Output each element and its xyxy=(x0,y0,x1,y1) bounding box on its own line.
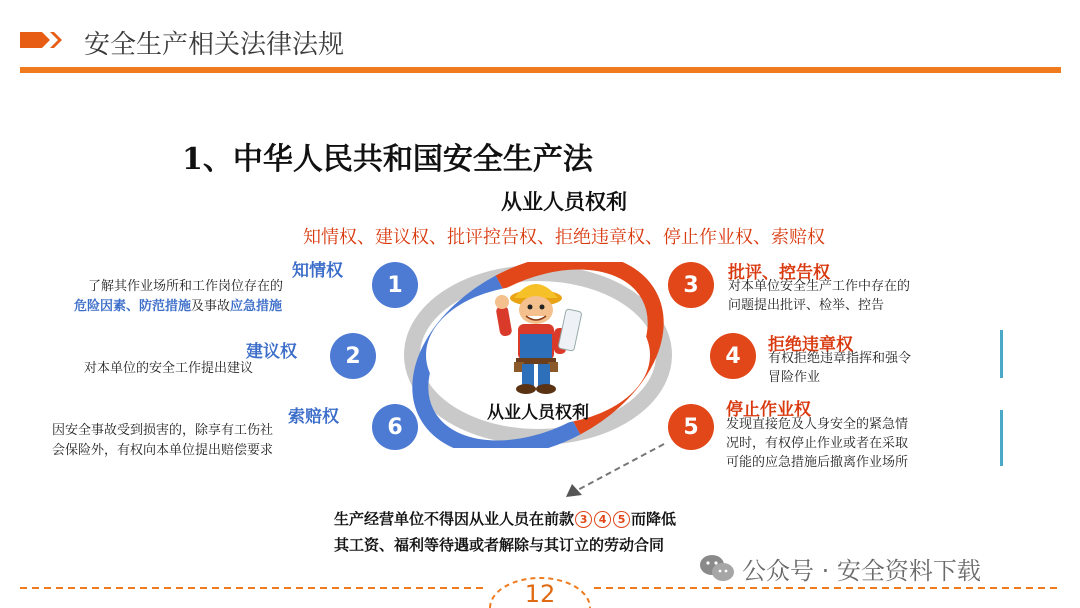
item-2-number: 2 xyxy=(330,333,376,379)
item-1-desc-line2 xyxy=(74,297,282,317)
item-3-desc-line1: 对本单位安全生产工作中存在的 xyxy=(728,279,911,294)
item-6-desc-line1: 因安全事故受到损害的，除享有工伤社 xyxy=(52,423,274,438)
item-2-title: 建议权 xyxy=(246,342,297,362)
item-3-title: 批评、控告权 xyxy=(728,263,830,283)
item-5-number: 5 xyxy=(668,404,714,450)
item-5-desc-line2: 况时，有权停止作业或者在采取 xyxy=(726,436,909,451)
wechat-icon xyxy=(698,553,736,583)
item-6-title: 索赔权 xyxy=(288,407,339,427)
item-6-number: 6 xyxy=(372,404,418,450)
bottom-note xyxy=(334,506,676,558)
circled-number-3: 3 xyxy=(575,511,592,528)
item-4-number: 4 xyxy=(710,333,756,379)
center-title: 从业人员权利 xyxy=(501,190,627,214)
dashed-arrow-icon xyxy=(560,440,670,502)
circled-number-5: 5 xyxy=(613,511,630,528)
rights-summary: 知情权、建议权、批评控告权、拒绝违章权、停止作业权、索赔权 xyxy=(303,227,825,248)
item-1-highlight-b: 应急措施 xyxy=(230,299,283,314)
item-4-desc-line1: 有权拒绝违章指挥和强令 xyxy=(768,351,912,366)
watermark-text: 公众号 · 安全资料下载 xyxy=(742,557,981,585)
circle-label: 从业人员权利 xyxy=(487,403,589,423)
item-1-title: 知情权 xyxy=(292,261,343,281)
item-5-side-bar xyxy=(1000,410,1003,466)
item-6-desc-line2: 会保险外，有权向本单位提出赔偿要求 xyxy=(52,443,274,458)
item-3-number: 3 xyxy=(668,262,714,308)
item-5-desc-line1: 发现直接危及人身安全的紧急情 xyxy=(726,417,909,432)
item-2-desc: 对本单位的安全工作提出建议 xyxy=(84,361,254,376)
double-arrow-icon xyxy=(20,30,64,50)
item-4-desc-line2: 冒险作业 xyxy=(768,370,821,385)
item-4-title: 拒绝违章权 xyxy=(768,335,853,355)
item-1-desc-line1: 了解其作业场所和工作岗位存在的 xyxy=(88,279,284,294)
bottom-note-line2: 其工资、福利等待遇或者解除与其订立的劳动合同 xyxy=(334,536,665,554)
item-5-desc-line3: 可能的应急措施后撤离作业场所 xyxy=(726,455,909,470)
section-title: 1、中华人民共和国安全生产法 xyxy=(182,142,593,177)
item-1-number: 1 xyxy=(372,262,418,308)
bottom-note-post: 而降低 xyxy=(631,510,677,528)
item-1-highlight-a: 危险因素、防范措施 xyxy=(74,299,192,314)
item-4-side-bar xyxy=(1000,330,1003,378)
bottom-note-line1 xyxy=(334,506,676,532)
worker-thumbs-up-icon xyxy=(484,276,594,396)
item-5-title: 停止作业权 xyxy=(726,400,811,420)
header-divider xyxy=(20,67,1061,73)
circled-number-4: 4 xyxy=(594,511,611,528)
bottom-note-pre: 生产经营单位不得因从业人员在前款 xyxy=(334,510,575,528)
item-3-desc-line2: 问题提出批评、检举、控告 xyxy=(728,298,885,313)
header-title: 安全生产相关法律法规 xyxy=(84,30,345,60)
page-number: 12 xyxy=(524,580,556,608)
item-1-mid: 及事故 xyxy=(191,299,231,314)
